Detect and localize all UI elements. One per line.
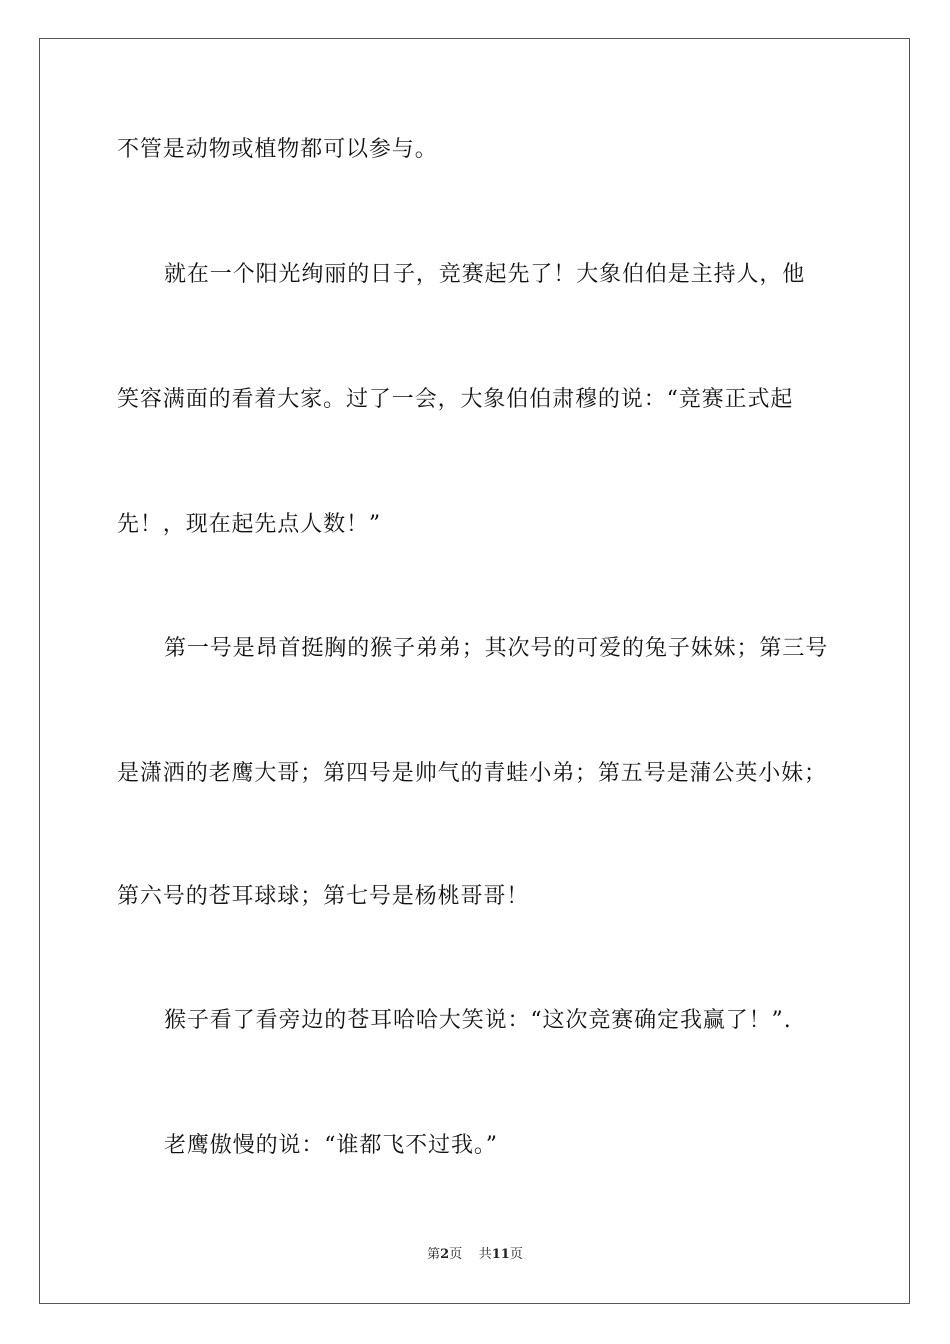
- page-prefix: 第: [427, 1247, 441, 1262]
- paragraph-line-5: 第一号是昂首挺胸的猴子弟弟；其次号的可爱的兔子妹妹；第三号: [164, 636, 829, 661]
- paragraph-line-1: 不管是动物或植物都可以参与。: [117, 137, 438, 162]
- paragraph-line-8: 猴子看了看旁边的苍耳哈哈大笑说：“这次竞赛确定我赢了！”.: [164, 1008, 792, 1033]
- page-border: [39, 38, 910, 1304]
- paragraph-line-2: 就在一个阳光绚丽的日子，竞赛起先了！大象伯伯是主持人，他: [164, 262, 806, 287]
- total-pages: 11: [491, 1247, 510, 1262]
- page-suffix: 页: [449, 1247, 463, 1262]
- total-suffix: 页: [509, 1247, 523, 1262]
- page-footer: [0, 1247, 950, 1263]
- paragraph-line-6: 是潇洒的老鹰大哥；第四号是帅气的青蛙小弟；第五号是蒲公英小妹；: [117, 761, 827, 786]
- paragraph-line-9: 老鹰傲慢的说：“谁都飞不过我。”: [164, 1133, 498, 1158]
- paragraph-line-7: 第六号的苍耳球球；第七号是杨桃哥哥！: [117, 884, 530, 909]
- paragraph-line-4: 先！，现在起先点人数！”: [117, 512, 382, 537]
- total-prefix: 共: [478, 1247, 492, 1262]
- paragraph-line-3: 笑容满面的看着大家。过了一会，大象伯伯肃穆的说：“竞赛正式起: [117, 387, 794, 412]
- page-number: 2: [440, 1247, 450, 1262]
